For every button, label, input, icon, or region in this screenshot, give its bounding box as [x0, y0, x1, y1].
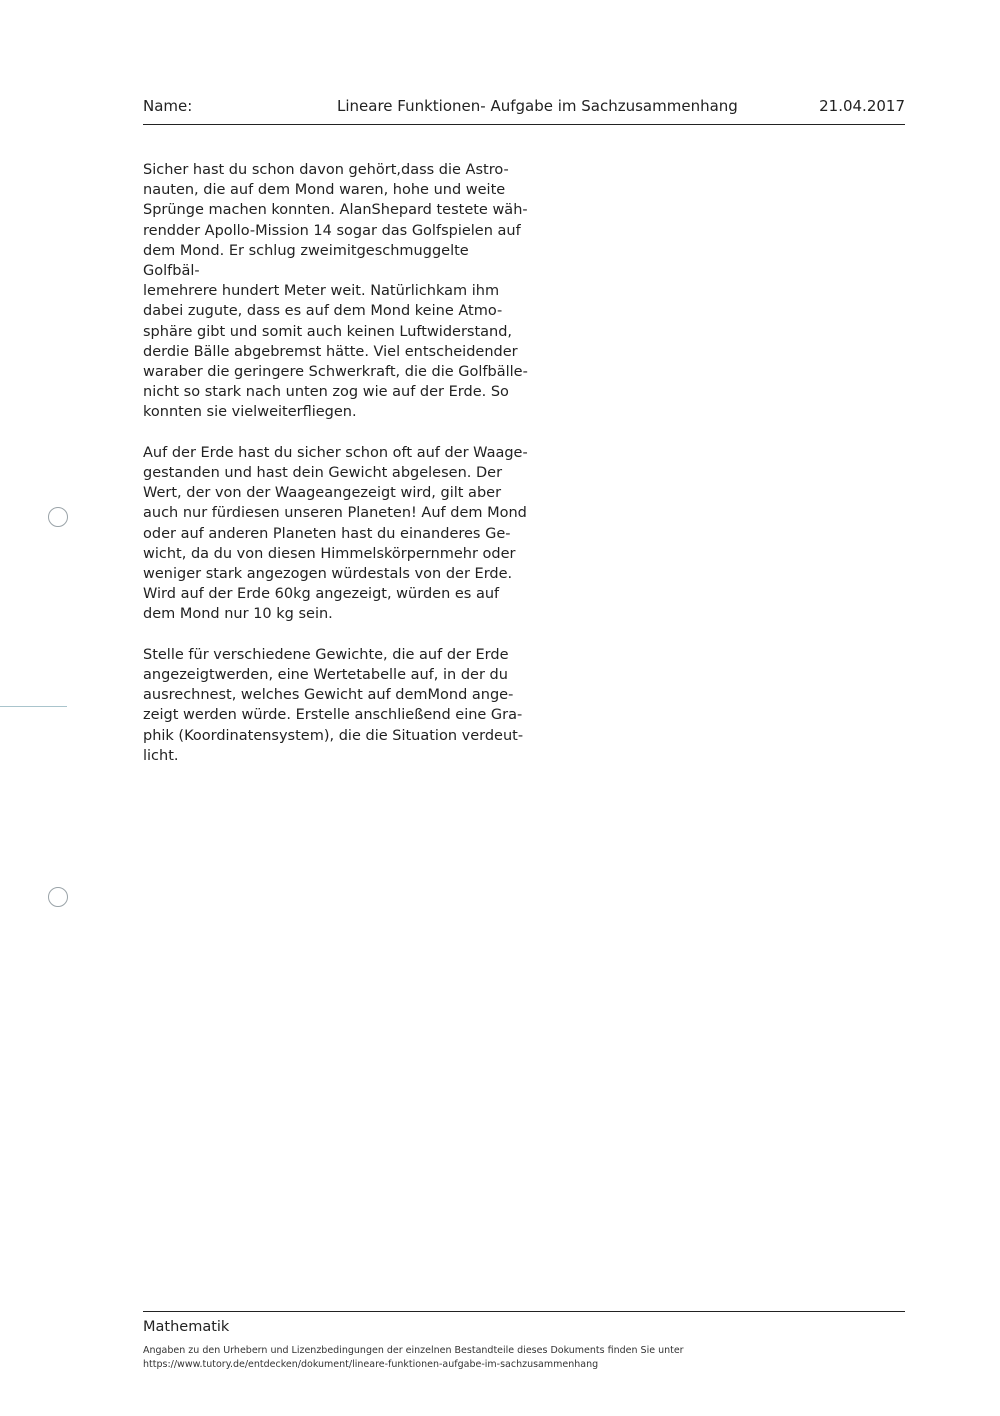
punch-hole-mark — [48, 507, 68, 527]
fold-mark — [0, 706, 67, 707]
page-header — [143, 94, 905, 118]
name-label: Name: — [143, 97, 193, 115]
paragraph-intro: Sicher hast du schon davon gehört,dass die Astro- nauten, die auf dem Mond waren, hohe und weite Sprünge machen konnten. AlanShepard testete wäh- rendder Apollo-Mission 14 sogar das Golfspielen auf dem Mond. Er schlug zweimitgeschmuggelte Golfbäl- lemehrere hundert Meter weit. Natürlichkam ihm dabei zugute, dass es auf dem Mond keine Atmo- sphäre gibt und somit auch keinen Luftwiderstand, derdie Bälle abgebremst hätte. Viel entscheidender waraber die geringere Schwerkraft, die die Golfbälle- nicht so stark nach unten zog wie auf der Erde. So konnten sie vielweiterfliegen. — [143, 162, 528, 421]
license-note-url: https://www.tutory.de/entdecken/dokument/lineare-funktionen-aufgabe-im-sachzusammenhang — [143, 1359, 599, 1370]
license-note-text: Angaben zu den Urhebern und Lizenzbedingungen der einzelnen Bestandteile dieses Dokuments finden Sie unter — [143, 1345, 684, 1356]
header-divider — [143, 124, 905, 125]
punch-hole-mark — [48, 887, 68, 907]
paragraph-task: Stelle für verschiedene Gewichte, die auf der Erde angezeigtwerden, eine Wertetabelle auf, in der du ausrechnest, welches Gewicht auf demMond ange- zeigt werden würde. Erstelle anschließend eine Gra- phik (Koordinatensystem), die die Situation verdeut- licht. — [143, 646, 524, 764]
document-date: 21.04.2017 — [819, 97, 905, 115]
paragraph-weight: Auf der Erde hast du sicher schon oft auf der Waage- gestanden und hast dein Gewicht abgelesen. Der Wert, der von der Waageangezeigt wird, gilt aber auch nur fürdiesen unseren Planeten! Auf dem Mond oder auf anderen Planeten hast du einanderes Ge- wicht, da du von diesen Himmelskörpernmehr oder weniger stark angezogen würdestals von der Erde. Wird auf der Erde 60kg angezeigt, würden es auf dem Mond nur 10 kg sein. — [143, 444, 528, 623]
license-note — [143, 1344, 905, 1372]
footer-divider — [143, 1311, 905, 1312]
task-text — [143, 160, 528, 786]
subject-label: Mathematik — [143, 1319, 230, 1335]
document-title: Lineare Funktionen- Aufgabe im Sachzusammenhang — [337, 97, 738, 115]
